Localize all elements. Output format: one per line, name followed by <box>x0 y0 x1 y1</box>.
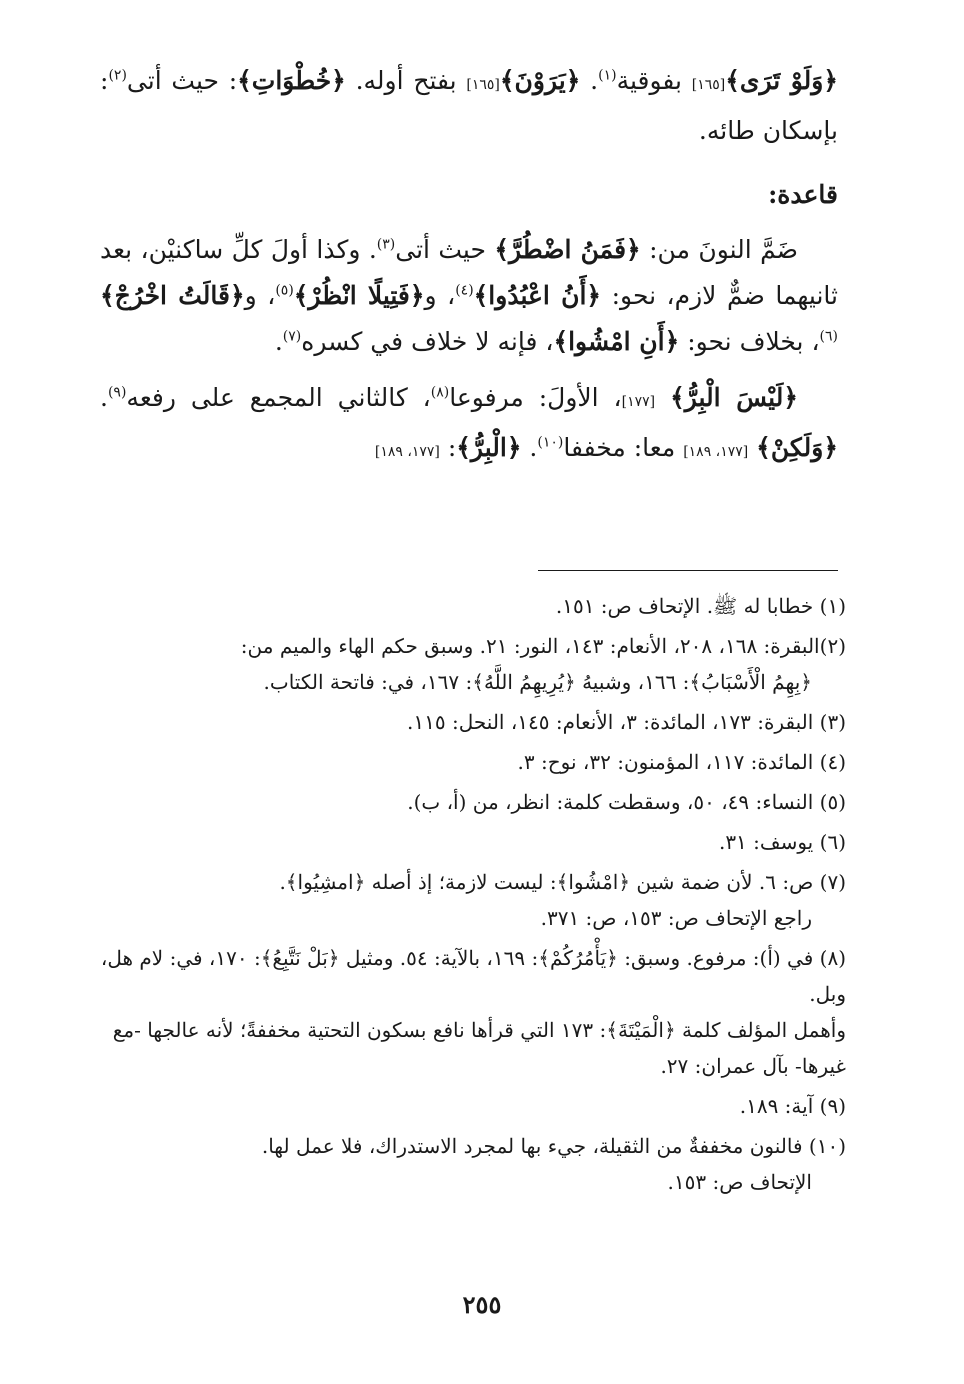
footnote-text: ص: ٦. لأن ضمة شين ﴿امْشُوا﴾: ليست لازمة؛ إذ أصله ﴿امشِيُوا﴾. <box>279 870 814 894</box>
footnote-9 <box>100 1088 846 1124</box>
footnote-number: (٥) <box>819 790 846 814</box>
footnote-ref[interactable]: (٧) <box>282 328 302 345</box>
text: : <box>439 433 457 462</box>
footnote-number: (٦) <box>819 830 846 854</box>
text: . وكذا أولَ كلِّ ساكنيْن، بعد ثانيهما ضمٌّ لازم، نحو: <box>100 235 839 310</box>
footnote-ref[interactable]: (١) <box>598 67 617 84</box>
footnote-number: (٢) <box>819 634 846 658</box>
quran-word: ﴿وَلَكِنْ﴾ <box>756 433 838 462</box>
footnote-1 <box>100 588 846 624</box>
text: ، كالثاني المجمع على رفعه <box>126 383 431 412</box>
footnote-ref[interactable]: (٢) <box>108 67 127 84</box>
footnote-text: ﴿بِهِمُ الْأَسْبَابُ﴾: ١٦٦، وشبيهُ ﴿يُرِيهِمُ اللَّهُ﴾: ١٦٧، في: فاتحة الكتاب. <box>263 670 812 694</box>
text: ، فإنه لا خلاف في كسره <box>301 327 554 356</box>
footnote-ref[interactable]: (٦) <box>819 328 838 345</box>
footnote-5 <box>100 784 846 820</box>
spacer <box>100 365 838 375</box>
quran-word: ﴿خُطْوَاتِ﴾ <box>237 66 346 95</box>
text: . <box>274 327 283 356</box>
footnote-number: (١٠) <box>808 1134 846 1158</box>
footnote-text: الإتحاف ص: ١٥٣. <box>667 1170 812 1194</box>
footnote-2 <box>100 628 846 700</box>
main-text <box>100 58 838 475</box>
text: بفتح أوله. <box>345 66 457 95</box>
text: . <box>521 433 538 462</box>
footnote-4 <box>100 744 846 780</box>
footnote-number: (٣) <box>819 710 846 734</box>
footnote-number: (٧) <box>819 870 846 894</box>
footnote-text: البقرة: ١٦٨، ٢٠٨، الأنعام: ١٤٣، النور: ٢١. وسبق حكم الهاء والميم من: <box>240 634 820 658</box>
footnote-number: (٨) <box>819 946 846 970</box>
quran-word: ﴿لَيْسَ الْبِرُّ﴾ <box>670 383 798 412</box>
footnote-number: (٩) <box>819 1094 846 1118</box>
footnote-text: فالنون مخففةٌ من الثقيلة، جيء بها لمجرد الاستدراك، فلا عمل لها. <box>261 1134 803 1158</box>
text: معا: مخففا <box>563 433 684 462</box>
quran-word: ﴿وَلَوْ تَرَى﴾ <box>725 66 838 95</box>
footnote-7 <box>100 864 846 936</box>
footnote-ref[interactable]: (٨) <box>430 384 450 401</box>
text: ، الأولَ: مرفوعا <box>449 383 622 412</box>
footnote-ref[interactable]: (٥) <box>275 282 294 299</box>
footnote-ref[interactable]: (٤) <box>455 282 474 299</box>
paragraph-2 <box>100 227 838 365</box>
footnote-text: آية: ١٨٩. <box>739 1094 814 1118</box>
footnote-8 <box>100 940 846 1084</box>
footnote-10 <box>100 1128 846 1200</box>
page-number: ٢٥٥ <box>462 1290 502 1319</box>
text: بفوقية <box>616 66 682 95</box>
text: . <box>100 383 108 412</box>
footnote-6 <box>100 824 846 860</box>
quran-word: ﴿فَتِيلًا انْظُرْ﴾ <box>293 281 425 310</box>
footnote-number: (١) <box>819 594 846 618</box>
footnote-ref[interactable]: (٩) <box>107 384 127 401</box>
footnote-text: البقرة: ١٧٣، المائدة: ٣، الأنعام: ١٤٥، النحل: ١١٥. <box>407 710 814 734</box>
footnote-text: المائدة: ١١٧، المؤمنون: ٣٢، نوح: ٣. <box>517 750 814 774</box>
footnote-3 <box>100 704 846 740</box>
footnote-text: راجع الإتحاف ص: ١٥٣، ص: ٣٧١. <box>540 906 812 930</box>
quran-word: ﴿أَنِ امْشُوا﴾ <box>553 327 680 356</box>
text: ، بخلاف نحو: <box>679 327 820 356</box>
text: ، و <box>244 281 276 310</box>
quran-word: ﴿الْبِرُّ﴾ <box>456 433 522 462</box>
footnotes <box>100 588 846 1204</box>
footnote-text: النساء: ٤٩، ٥٠، وسقطت كلمة: انظر، من (أ، ب). <box>407 790 814 814</box>
footnote-text: خطابا له ﷺ. الإتحاف ص: ١٥١. <box>555 594 814 618</box>
footnote-divider <box>538 570 838 571</box>
footnote-ref[interactable]: (٣) <box>376 236 396 253</box>
footnote-text: يوسف: ٣١. <box>718 830 814 854</box>
verse-ref: [١٦٥] <box>466 77 500 93</box>
footnote-text: وأهمل المؤلف كلمة ﴿الْمَيْتَةَ﴾: ١٧٣ التي قرأها نافع بسكون التحتية مخففةً؛ لأنه عالجها -مع غيرها- بآل عمران: ٢٧. <box>112 1018 846 1078</box>
section-heading: قاعدة: <box>768 180 838 209</box>
verse-ref: [١٧٧، ١٨٩] <box>683 444 749 460</box>
verse-ref: [١٧٧] <box>621 394 656 410</box>
text: ضَمَّ النونَ من: <box>640 235 798 264</box>
text: حيث أتى <box>395 235 495 264</box>
quran-word: ﴿قَالَتُ اخْرُجْ﴾ <box>100 281 245 310</box>
footnote-number: (٤) <box>819 750 846 774</box>
text: ، و <box>424 281 456 310</box>
text: : حيث أتى <box>126 66 238 95</box>
text: : بإسكان طائه. <box>100 66 838 145</box>
footnote-ref[interactable]: (١٠) <box>537 434 564 451</box>
quran-word: ﴿أَنُ اعْبُدُوا﴾ <box>473 281 602 310</box>
verse-ref: [١٧٧، ١٨٩] <box>374 444 440 460</box>
paragraph-3 <box>100 375 838 475</box>
verse-ref: [١٦٥] <box>691 77 726 93</box>
quran-word: ﴿يَرَوْنَ﴾ <box>499 66 581 95</box>
quran-word: ﴿فَمَنُ اضْطُرَّ﴾ <box>494 235 641 264</box>
footnote-text: في (أ): مرفوع. وسبق: ﴿يَأْمُرُكُمْ﴾: ١٦٩، بالآية: ٥٤. ومثيل ﴿بَلْ نَتَّبِعُ﴾: ١٧٠، في: لام هل، وبل. <box>100 946 846 1006</box>
paragraph-1 <box>100 58 838 154</box>
text: . <box>580 66 599 95</box>
